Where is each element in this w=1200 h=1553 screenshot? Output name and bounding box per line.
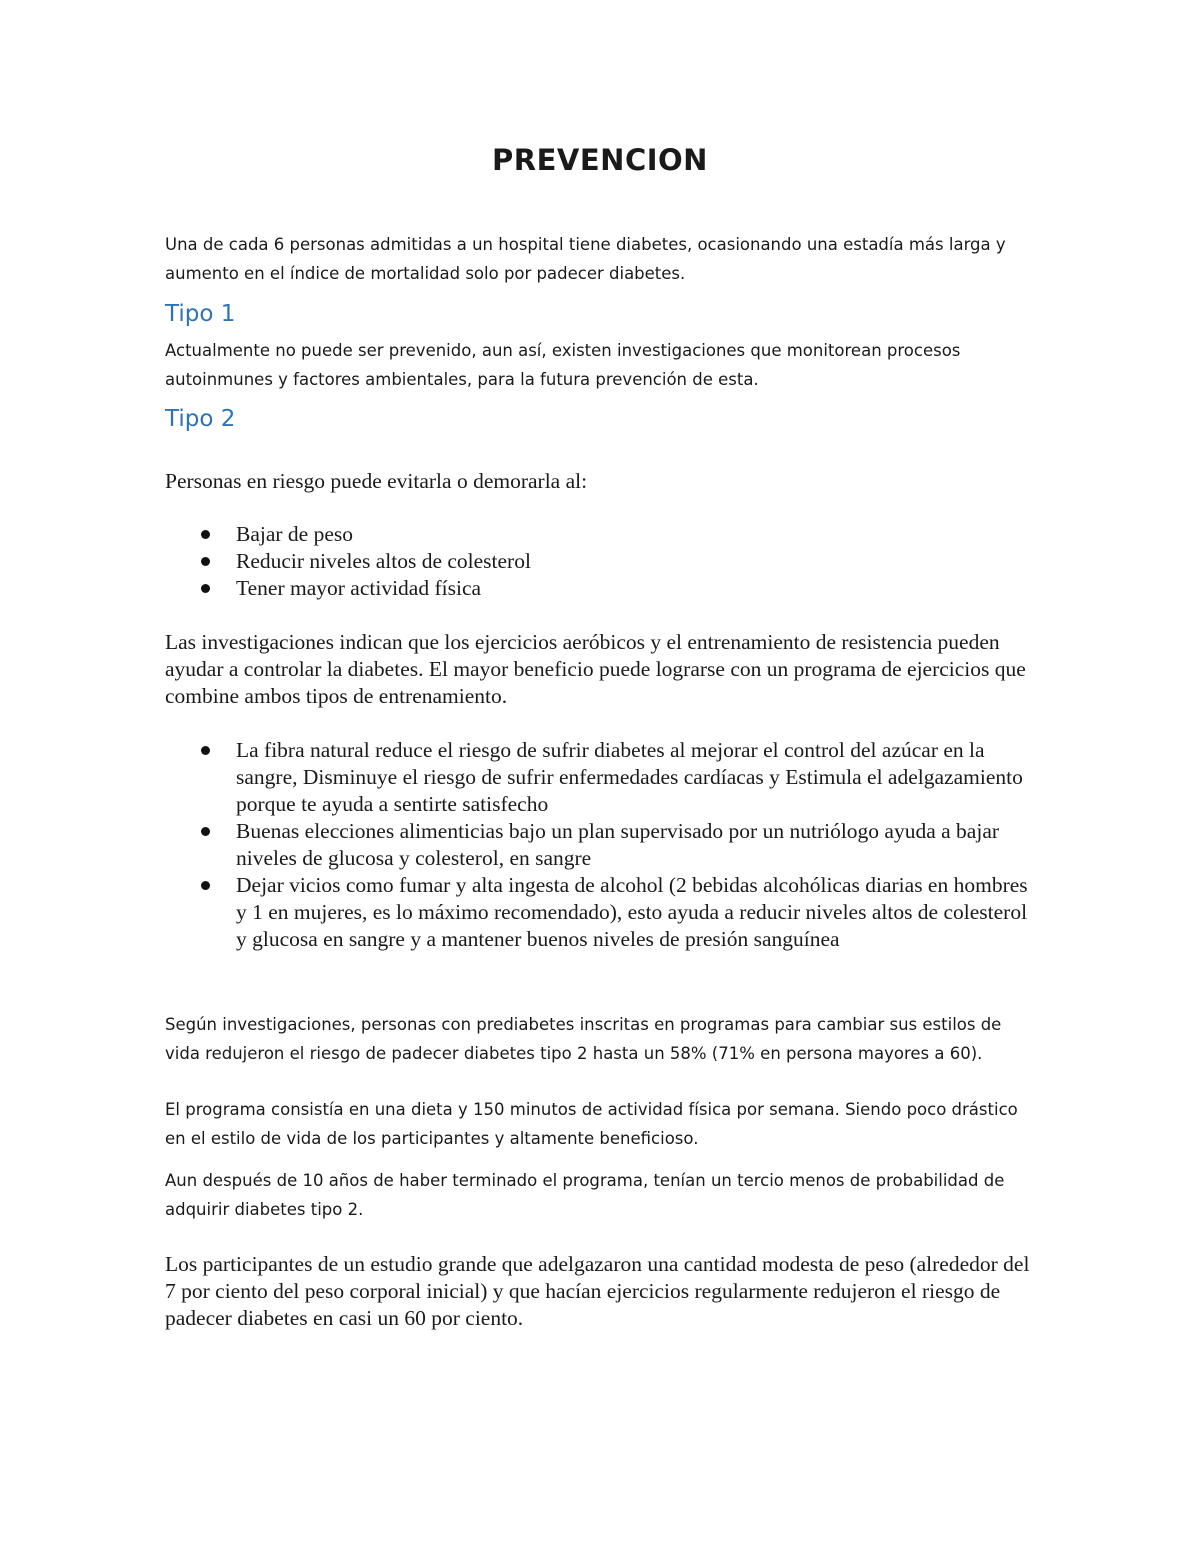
tipo2-lead: Personas en riesgo puede evitarla o demorarla al: <box>165 469 588 493</box>
list-item: Dejar vicios como fumar y alta ingesta de alcohol (2 bebidas alcohólicas diarias en hombres y 1 en mujeres, es lo máximo recomendado), esto ayuda a reducir niveles altos de colesterol y glucosa en sangre y a mantener buenos niveles de presión sanguínea <box>165 872 1035 953</box>
research-paragraph-1: Según investigaciones, personas con prediabetes inscritas en programas para cambiar sus estilos de vida redujeron el riesgo de padecer diabetes tipo 2 hasta un 58% (71% en persona mayores a 60). <box>165 1015 1002 1063</box>
list-item: Buenas elecciones alimenticias bajo un plan supervisado por un nutriólogo ayuda a bajar niveles de glucosa y colesterol, en sangre <box>165 818 1035 872</box>
bullet-icon <box>201 530 210 539</box>
closing-paragraph: Los participantes de un estudio grande que adelgazaron una cantidad modesta de peso (alrededor del 7 por ciento del peso corporal inicial) y que hacían ejercicios regularmente redujeron el riesgo de padecer diabetes en casi un 60 por ciento. <box>165 1252 1030 1330</box>
tipo1-text: Actualmente no puede ser prevenido, aun así, existen investigaciones que monitorean procesos autoinmunes y factores ambientales, para la futura prevención de esta. <box>165 341 961 389</box>
list-item: Bajar de peso <box>165 521 1035 548</box>
risk-actions-list <box>165 521 1035 602</box>
list-item: La fibra natural reduce el riesgo de sufrir diabetes al mejorar el control del azúcar en la sangre, Disminuye el riesgo de sufrir enfermedades cardíacas y Estimula el adelgazamiento porque te ayuda a sentirte satisfecho <box>165 737 1035 818</box>
bullet-icon <box>201 584 210 593</box>
exercise-paragraph: Las investigaciones indican que los ejercicios aeróbicos y el entrenamiento de resistencia pueden ayudar a controlar la diabetes. El mayor beneficio puede lograrse con un programa de ejercicios que combine ambos tipos de entrenamiento. <box>165 630 1026 708</box>
bullet-icon <box>201 827 210 836</box>
bullet-icon <box>201 746 210 755</box>
bullet-icon <box>201 881 210 890</box>
research-paragraph-3: Aun después de 10 años de haber terminado el programa, tenían un tercio menos de probabilidad de adquirir diabetes tipo 2. <box>165 1171 1005 1219</box>
list-item: Tener mayor actividad física <box>165 575 1035 602</box>
intro-paragraph: Una de cada 6 personas admitidas a un hospital tiene diabetes, ocasionando una estadía más larga y aumento en el índice de mortalidad solo por padecer diabetes. <box>165 235 1006 283</box>
tipo1-heading: Tipo 1 <box>165 301 236 327</box>
recommendations-list <box>165 737 1035 953</box>
page-title: PREVENCION <box>492 143 708 177</box>
list-item: Reducir niveles altos de colesterol <box>165 548 1035 575</box>
tipo2-heading: Tipo 2 <box>165 406 236 432</box>
bullet-icon <box>201 557 210 566</box>
research-paragraph-2: El programa consistía en una dieta y 150 minutos de actividad física por semana. Siendo poco drástico en el estilo de vida de los participantes y altamente beneficioso. <box>165 1100 1018 1148</box>
